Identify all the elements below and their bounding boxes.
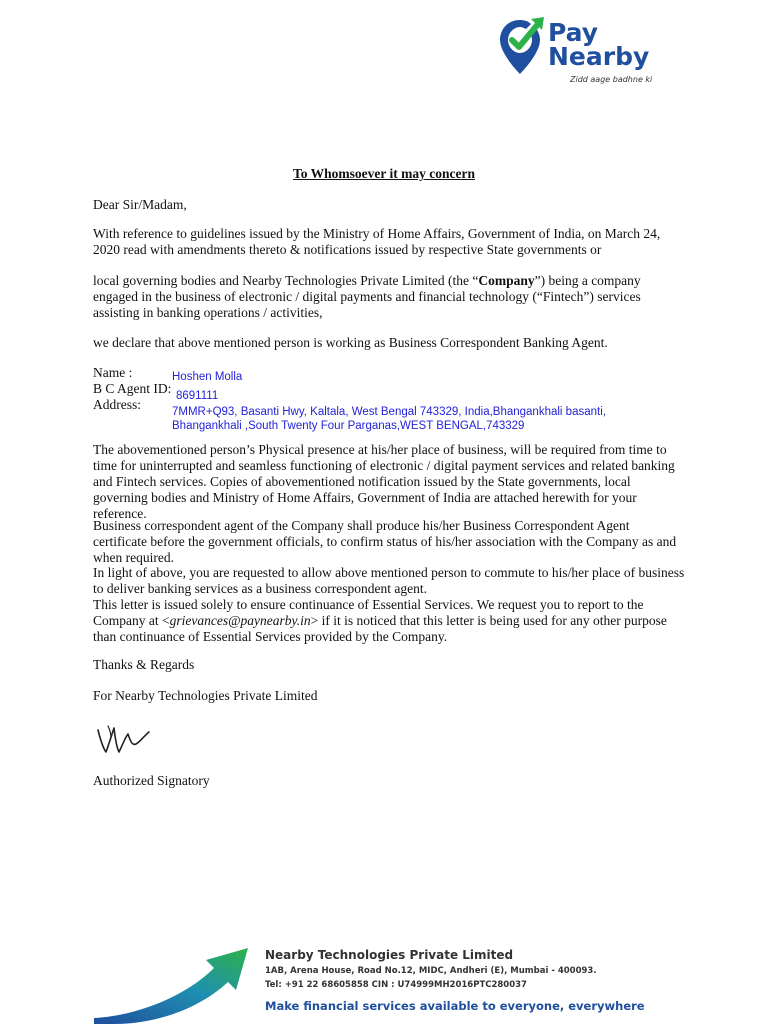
paragraph-commute: In light of above, you are requested to allow above mentioned person to commute to his/her place of business to deliver banking services as a business correspondent agent. xyxy=(93,565,685,596)
handwritten-signature xyxy=(94,722,154,758)
authorized-signatory: Authorized Signatory xyxy=(93,773,210,788)
agent-name-value: Hoshen Molla xyxy=(172,371,243,383)
paragraph-company xyxy=(93,273,685,321)
logo-brand-line2: Nearby xyxy=(548,42,650,71)
letter-title: To Whomsoever it may concern xyxy=(293,166,475,181)
paragraph-company-after: ”) being a company engaged in the business of electronic / digital payments and financial technology (“Fintech”) services assisting in banking operations / activities, xyxy=(93,273,641,320)
footer-arrow-graphic xyxy=(94,938,254,1024)
footer-contact: Tel: +91 22 68605858 CIN : U74999MH2016PTC280037 xyxy=(265,980,527,990)
essential-before: This letter is issued solely to ensure continuance of Essential Services. We request you to report to the Company at < xyxy=(93,597,644,628)
name-label: Name : xyxy=(93,365,133,380)
location-pin-check-icon xyxy=(498,16,546,78)
essential-after: > if it is noticed that this letter is being used for any other purpose than continuance of Essential Services provided by the Company. xyxy=(93,613,667,644)
address-line2: Bhangankhali ,South Twenty Four Parganas,WEST BENGAL,743329 xyxy=(172,420,525,432)
company-bold: Company xyxy=(478,273,535,288)
paynearby-logo xyxy=(498,16,668,86)
paragraph-declaration: we declare that above mentioned person is working as Business Correspondent Banking Agent. xyxy=(93,335,608,350)
agent-id-label: B C Agent ID: xyxy=(93,381,172,396)
address-label: Address: xyxy=(93,397,141,412)
paragraph-company-before: local governing bodies and Nearby Technologies Private Limited (the “ xyxy=(93,273,479,288)
paragraph-reference: With reference to guidelines issued by the Ministry of Home Affairs, Government of India, on March 24, 2020 read with amendments thereto & notifications issued by respective State governments or xyxy=(93,226,661,257)
footer-company-name: Nearby Technologies Private Limited xyxy=(265,948,514,962)
paragraph-presence: The abovementioned person’s Physical presence at his/her place of business, will be required from time to time for uninterrupted and seamless functioning of electronic / digital payment services and related banking and Fintech services. Copies of abovementioned notification issued by the State governments, local governing bodies and Ministry of Home Affairs, Government of India are attached herewith for your reference. xyxy=(93,442,675,521)
address-line1: 7MMR+Q93, Basanti Hwy, Kaltala, West Bengal 743329, India,Bhangankhali basanti, xyxy=(172,406,606,418)
grievance-email: grievances@paynearby.in xyxy=(169,613,311,628)
logo-tagline: Zidd aage badhne ki xyxy=(570,75,653,84)
agent-id-value: 8691111 xyxy=(176,390,219,402)
company-signoff: For Nearby Technologies Private Limited xyxy=(93,688,318,703)
footer-slogan: Make financial services available to everyone, everywhere xyxy=(265,999,645,1013)
salutation: Dear Sir/Madam, xyxy=(93,197,187,212)
paragraph-certificate: Business correspondent agent of the Company shall produce his/her Business Correspondent Agent certificate before the government officials, to confirm status of his/her association with the Company as and when required. xyxy=(93,518,677,565)
footer-address: 1AB, Arena House, Road No.12, MIDC, Andheri (E), Mumbai - 400093. xyxy=(265,966,597,976)
logo-brand-line1: Pay xyxy=(548,18,599,47)
paragraph-essential-services xyxy=(93,597,685,645)
closing: Thanks & Regards xyxy=(93,657,195,672)
